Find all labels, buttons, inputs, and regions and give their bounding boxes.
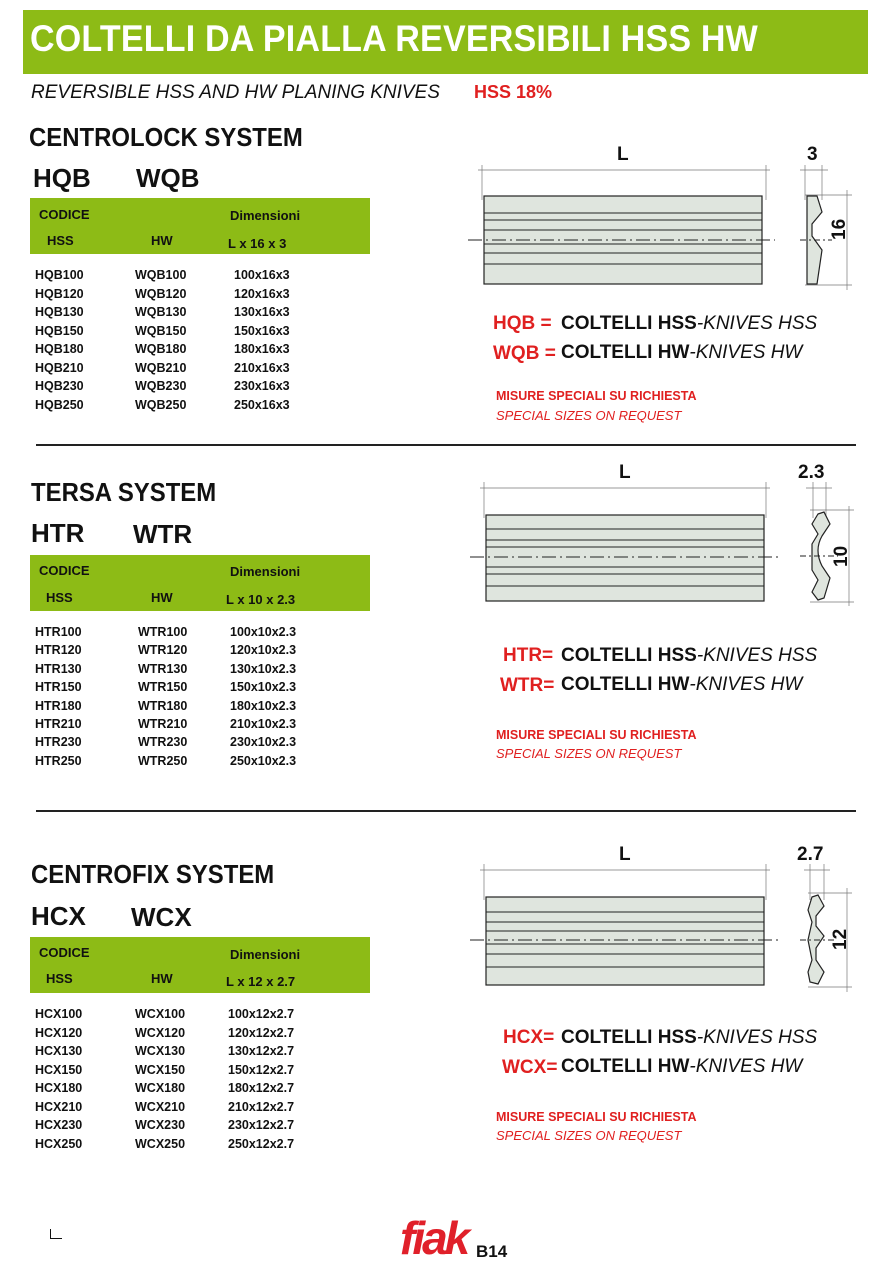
cell-hss: HQB130 — [35, 305, 84, 319]
legend-desc-hss: COLTELLI HSS-KNIVES HSS — [561, 645, 818, 666]
cell-hw: WQB120 — [135, 286, 187, 301]
special-sizes-it: MISURE SPECIALI SU RICHIESTA — [496, 728, 697, 742]
cell-hss: HQB120 — [35, 286, 84, 301]
cell-hss: HQB210 — [35, 360, 84, 375]
th-dim-format: L x 10 x 2.3 — [226, 592, 296, 607]
cell-dim: 100x10x2.3 — [230, 625, 297, 639]
thickness-label: 2.3 — [798, 462, 825, 483]
cell-hw: WCX120 — [135, 1025, 186, 1040]
cell-dim: 210x12x2.7 — [228, 1099, 295, 1114]
cell-dim: 100x16x3 — [234, 268, 290, 282]
cell-hss: HQB150 — [35, 323, 84, 338]
cell-hw: WTR250 — [138, 753, 188, 768]
th-hw: HW — [151, 233, 173, 248]
cell-hw: WQB100 — [135, 268, 187, 282]
th-hss: HSS — [47, 233, 74, 248]
cell-hss: HTR100 — [35, 625, 82, 639]
hss-percentage: HSS 18% — [474, 82, 553, 102]
legend-desc-hw: COLTELLI HW-KNIVES HW — [561, 342, 803, 363]
cell-dim: 150x12x2.7 — [228, 1062, 295, 1077]
code-hss-title: HQB — [33, 163, 91, 193]
page-number: B14 — [476, 1242, 508, 1261]
code-hss-title: HTR — [31, 518, 85, 548]
cell-hss: HCX150 — [35, 1062, 83, 1077]
cell-hw: WCX130 — [135, 1044, 186, 1058]
code-hw-title: WTR — [133, 519, 193, 549]
cell-dim: 150x16x3 — [234, 323, 290, 338]
section-divider — [36, 444, 856, 446]
cell-hw: WTR150 — [138, 680, 188, 695]
cell-hss: HTR150 — [35, 680, 82, 695]
cell-hw: WCX100 — [135, 1007, 186, 1021]
system-title: TERSA SYSTEM — [31, 477, 217, 507]
cell-hw: WQB180 — [135, 342, 187, 356]
special-sizes-it: MISURE SPECIALI SU RICHIESTA — [496, 1110, 697, 1124]
product-table — [0, 268, 400, 418]
special-sizes-en: SPECIAL SIZES ON REQUEST — [496, 408, 682, 423]
legend-code-hw: WTR= — [500, 675, 555, 696]
cell-hss: HQB250 — [35, 397, 84, 412]
th-codice: CODICE — [39, 207, 90, 222]
system-title: CENTROLOCK SYSTEM — [29, 122, 303, 152]
cell-hw: WTR120 — [138, 643, 188, 658]
height-label: 10 — [831, 545, 852, 567]
cell-dim: 230x10x2.3 — [230, 735, 297, 750]
special-sizes-en: SPECIAL SIZES ON REQUEST — [496, 1128, 682, 1143]
legend-code-hss: HCX= — [503, 1027, 555, 1048]
cell-dim: 180x16x3 — [234, 342, 290, 356]
cell-dim: 180x10x2.3 — [230, 698, 297, 713]
cell-dim: 130x12x2.7 — [228, 1044, 295, 1058]
cell-dim: 250x12x2.7 — [228, 1136, 295, 1151]
cell-hss: HCX100 — [35, 1007, 83, 1021]
code-hw-title: WQB — [136, 163, 200, 193]
thickness-label: 2.7 — [797, 844, 824, 865]
cell-dim: 250x16x3 — [234, 397, 290, 412]
product-table — [0, 625, 400, 775]
cell-hw: WCX180 — [135, 1081, 186, 1095]
cell-hss: HTR130 — [35, 661, 82, 676]
cell-hw: WCX230 — [135, 1118, 186, 1132]
length-label: L — [619, 462, 631, 483]
th-dim-format: L x 12 x 2.7 — [226, 974, 296, 989]
cell-hw: WTR130 — [138, 661, 188, 676]
th-hw: HW — [151, 971, 173, 986]
cell-hss: HTR120 — [35, 643, 82, 658]
special-sizes-en: SPECIAL SIZES ON REQUEST — [496, 746, 682, 761]
length-label: L — [617, 144, 629, 165]
cell-hss: HQB100 — [35, 268, 84, 282]
cell-hss: HQB230 — [35, 379, 84, 393]
table-header — [30, 937, 370, 993]
th-dimensioni: Dimensioni — [230, 208, 301, 223]
section-divider — [36, 810, 856, 812]
cell-hw: WQB250 — [135, 397, 187, 412]
cell-dim: 230x12x2.7 — [228, 1118, 295, 1132]
corner-mark — [50, 1238, 62, 1239]
cell-hss: HCX130 — [35, 1044, 83, 1058]
knife-diagram — [460, 460, 860, 620]
legend-code-hss: HTR= — [503, 645, 554, 666]
cell-hss: HCX230 — [35, 1118, 83, 1132]
fiak-logo — [398, 1210, 472, 1260]
cell-dim: 150x10x2.3 — [230, 680, 297, 695]
cell-hss: HQB180 — [35, 342, 84, 356]
cell-hw: WTR210 — [138, 717, 188, 731]
th-codice: CODICE — [39, 563, 90, 578]
th-hss: HSS — [46, 590, 73, 605]
cell-hw: WQB130 — [135, 305, 187, 319]
cell-hw: WQB210 — [135, 360, 187, 375]
cell-hss: HTR250 — [35, 753, 82, 768]
th-hss: HSS — [46, 971, 73, 986]
th-codice: CODICE — [39, 945, 90, 960]
legend-desc-hss: COLTELLI HSS-KNIVES HSS — [561, 313, 818, 334]
th-hw: HW — [151, 590, 173, 605]
code-hw-title: WCX — [131, 902, 192, 932]
system-title: CENTROFIX SYSTEM — [31, 859, 275, 889]
length-label: L — [619, 844, 631, 865]
table-header — [30, 198, 370, 254]
cell-hw: WCX250 — [135, 1136, 186, 1151]
table-header — [30, 555, 370, 611]
th-dimensioni: Dimensioni — [230, 564, 301, 579]
cell-hw: WCX210 — [135, 1099, 186, 1114]
cell-hss: HTR230 — [35, 735, 82, 750]
legend-desc-hss: COLTELLI HSS-KNIVES HSS — [561, 1027, 818, 1048]
cell-dim: 120x10x2.3 — [230, 643, 297, 658]
cell-hss: HCX250 — [35, 1136, 83, 1151]
cell-hw: WQB150 — [135, 323, 187, 338]
knife-diagram — [460, 140, 860, 300]
cell-hw: WQB230 — [135, 379, 187, 393]
cell-dim: 210x10x2.3 — [230, 717, 297, 731]
cell-dim: 130x10x2.3 — [230, 661, 297, 676]
height-label: 16 — [829, 218, 850, 240]
cell-hw: WTR230 — [138, 735, 188, 750]
cell-dim: 230x16x3 — [234, 379, 290, 393]
cell-hss: HCX180 — [35, 1081, 83, 1095]
page-subtitle: REVERSIBLE HSS AND HW PLANING KNIVES — [31, 82, 440, 103]
th-dimensioni: Dimensioni — [230, 947, 301, 962]
cell-dim: 130x16x3 — [234, 305, 290, 319]
legend-code-hw: WQB = — [493, 343, 556, 364]
product-table — [0, 1007, 400, 1157]
legend-code-hw: WCX= — [502, 1057, 558, 1078]
cell-dim: 100x12x2.7 — [228, 1007, 295, 1021]
legend-code-hss: HQB = — [493, 313, 552, 334]
cell-hss: HCX210 — [35, 1099, 83, 1114]
cell-hw: WTR100 — [138, 625, 188, 639]
logo-text: fiak — [400, 1212, 468, 1260]
cell-hw: WTR180 — [138, 698, 188, 713]
thickness-label: 3 — [807, 144, 818, 165]
height-label: 12 — [830, 928, 851, 950]
legend-desc-hw: COLTELLI HW-KNIVES HW — [561, 674, 803, 695]
cell-hss: HTR210 — [35, 717, 82, 731]
th-dim-format: L x 16 x 3 — [228, 236, 287, 251]
cell-hw: WCX150 — [135, 1062, 186, 1077]
cell-hss: HCX120 — [35, 1025, 83, 1040]
cell-dim: 180x12x2.7 — [228, 1081, 295, 1095]
page-title: COLTELLI DA PIALLA REVERSIBILI HSS HW — [30, 18, 758, 59]
cell-dim: 120x12x2.7 — [228, 1025, 295, 1040]
special-sizes-it: MISURE SPECIALI SU RICHIESTA — [496, 389, 697, 403]
cell-hss: HTR180 — [35, 698, 82, 713]
legend-desc-hw: COLTELLI HW-KNIVES HW — [561, 1056, 803, 1077]
cell-dim: 210x16x3 — [234, 360, 290, 375]
cell-dim: 250x10x2.3 — [230, 753, 297, 768]
cell-dim: 120x16x3 — [234, 286, 290, 301]
code-hss-title: HCX — [31, 901, 86, 931]
